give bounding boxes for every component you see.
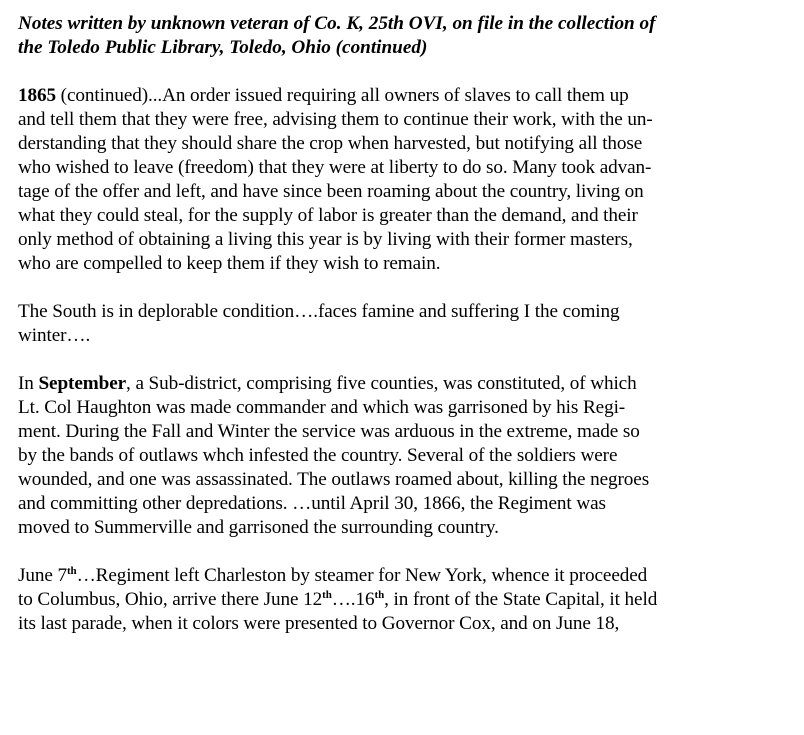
paragraph-line (18, 372, 802, 396)
title-line: Notes written by unknown veteran of Co. K, 25th OVI, on file in the collection of (18, 13, 656, 34)
paragraph-line: winter…. (18, 325, 91, 346)
line-text: …Regiment left Charleston by steamer for New York, whence it proceeded (76, 565, 648, 586)
document-page (18, 12, 802, 636)
month-heading: September (38, 373, 127, 394)
ordinal-suffix: th (66, 565, 77, 577)
paragraph-line: tage of the offer and left, and have since been roaming about the country, living on (18, 181, 644, 202)
spacer (18, 60, 802, 84)
paragraph-1865 (18, 84, 802, 276)
spacer (18, 348, 802, 372)
paragraph-june (18, 564, 802, 636)
paragraph-line (18, 84, 802, 108)
line-text: , in front of the State Capital, it held (384, 589, 658, 610)
paragraph-line: what they could steal, for the supply of labor is greater than the demand, and their (18, 205, 638, 226)
paragraph-line: The South is in deplorable condition….faces famine and suffering I the coming (18, 301, 620, 322)
paragraph-line (18, 588, 802, 612)
line-text: (continued)...An order issued requiring all owners of slaves to call them up (55, 85, 629, 106)
paragraph-line: and committing other depredations. …until April 30, 1866, the Regiment was (18, 493, 606, 514)
paragraph-september (18, 372, 802, 540)
paragraph-line: and tell them that they were free, advising them to continue their work, with the un- (18, 109, 653, 130)
paragraph-line: Lt. Col Haughton was made commander and which was garrisoned by his Regi- (18, 397, 626, 418)
paragraph-line: its last parade, when it colors were presented to Governor Cox, and on June 18, (18, 613, 620, 634)
line-lead: In (18, 373, 39, 394)
year-heading: 1865 (18, 85, 56, 106)
paragraph-line: moved to Summerville and garrisoned the surrounding country. (18, 517, 499, 538)
ordinal-suffix: th (322, 589, 332, 601)
paragraph-line (18, 564, 802, 588)
line-text: , a Sub-district, comprising five counties, was constituted, of which (126, 373, 637, 394)
paragraph-line: wounded, and one was assassinated. The outlaws roamed about, killing the negroes (18, 469, 650, 490)
ordinal-suffix: th (374, 589, 385, 601)
paragraph-south (18, 300, 802, 348)
paragraph-line: by the bands of outlaws whch infested the country. Several of the soldiers were (18, 445, 618, 466)
line-text: to Columbus, Ohio, arrive there June 12 (18, 589, 323, 610)
line-text: June 7 (18, 565, 67, 586)
line-text: ….16 (331, 589, 375, 610)
paragraph-line: derstanding that they should share the crop when harvested, but notifying all those (18, 133, 643, 154)
spacer (18, 276, 802, 300)
paragraph-line: only method of obtaining a living this year is by living with their former masters, (18, 229, 633, 250)
document-title (18, 12, 802, 60)
paragraph-line: who wished to leave (freedom) that they were at liberty to do so. Many took advan- (18, 157, 652, 178)
paragraph-line: who are compelled to keep them if they wish to remain. (18, 253, 441, 274)
spacer (18, 540, 802, 564)
title-line: the Toledo Public Library, Toledo, Ohio (continued) (18, 37, 428, 58)
paragraph-line: ment. During the Fall and Winter the service was arduous in the extreme, made so (18, 421, 640, 442)
